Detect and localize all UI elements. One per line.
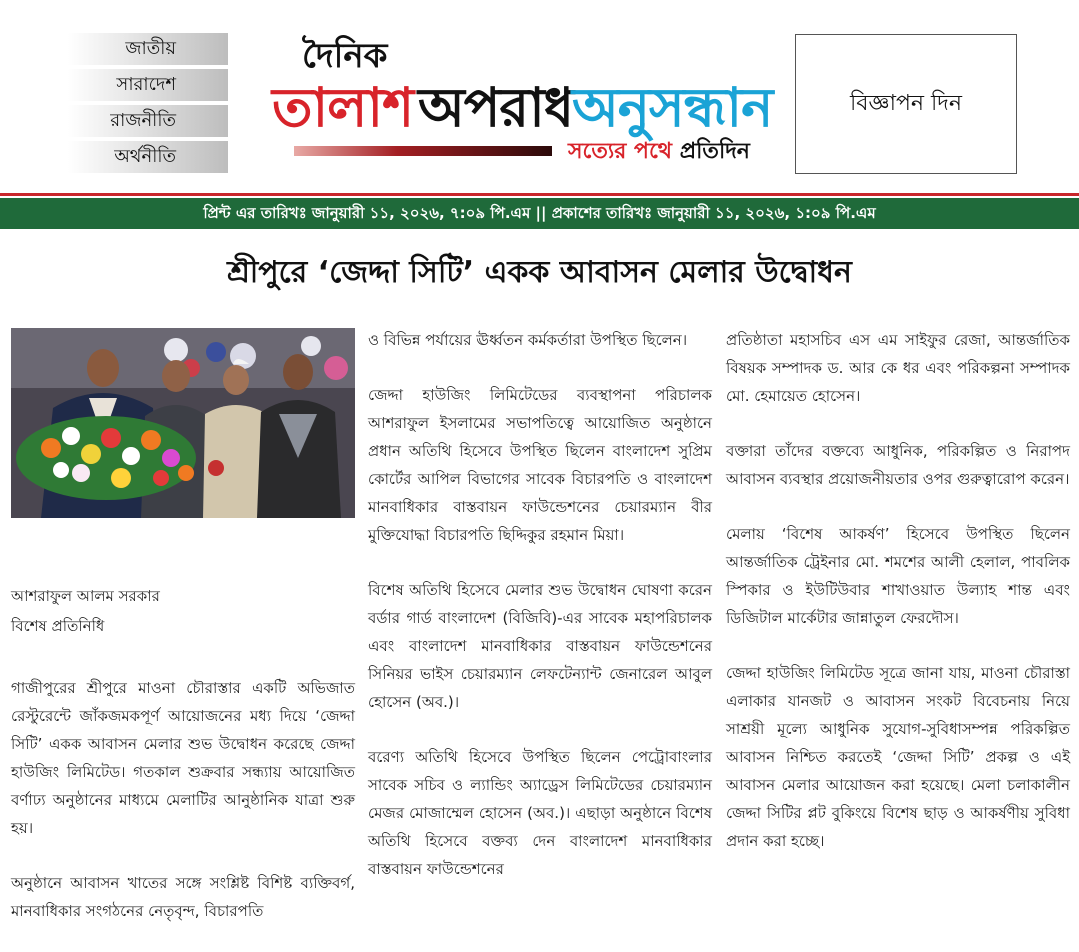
- article-paragraph: বক্তারা তাঁদের বক্তব্যে আধুনিক, পরিকল্পিত ও নিরাপদ আবাসন ব্যবস্থার প্রয়োজনীয়তার ওপর গুরুত্বারোপ করেন।: [726, 442, 1070, 488]
- article-paragraph: বিশেষ অতিথি হিসেবে মেলার শুভ উদ্বোধন ঘোষণা করেন বর্ডার গার্ড বাংলাদেশ (বিজিবি)-এর সাবেক মহাপরিচালক এবং বাংলাদেশ মানবাধিকার বাস্তবায়ন ফাউন্ডেশনের সিনিয়র ভাইস চেয়ারম্যান লেফটেন্যান্ট জেনারেল আবুল হোসেন (অব.)।: [368, 581, 712, 711]
- header-divider: [0, 193, 1079, 196]
- article-paragraph: জেদ্দা হাউজিং লিমিটেড সূত্রে জানা যায়, মাওনা চৌরাস্তা এলাকার যানজট ও আবাসন সংকট বিবেচনায় নিয়ে সাশ্রয়ী মূল্যে আধুনিক সুযোগ-সুবিধাসম্পন্ন পরিকল্পিত আবাসন নিশ্চিত করতেই ‘জেদ্দা সিটি’ প্রকল্প ও এই আবাসন মেলার আয়োজন করা হয়েছে। মেলা চলাকালীন জেদ্দা সিটির প্লট বুকিংয়ে বিশেষ ছাড় ও আকর্ষণীয় সুবিধা প্রদান করা হচ্ছে।: [726, 664, 1070, 850]
- article-paragraph: বরেণ্য অতিথি হিসেবে উপস্থিত ছিলেন পেট্রোবাংলার সাবেক সচিব ও ল্যান্ডিং অ্যাড্রেস লিমিটেডের চেয়ারম্যান মেজর মোজাম্মেল হোসেন (অব.)। এছাড়া অনুষ্ঠানে বিশেষ অতিথি হিসেবে বক্তব্য দেন বাংলাদেশ মানবাধিকার বাস্তবায়ন ফাউন্ডেশনের: [368, 748, 712, 878]
- menu-item-national[interactable]: জাতীয়: [68, 33, 228, 65]
- masthead-daily: দৈনিক: [302, 36, 388, 76]
- advertise-box[interactable]: [795, 34, 1017, 174]
- masthead-word-oporadh: অপরাধ: [418, 76, 574, 139]
- event-photo-illustration: [11, 328, 355, 518]
- menu-item-economy[interactable]: অর্থনীতি: [68, 141, 228, 173]
- article-paragraph: প্রতিষ্ঠাতা মহাসচিব এস এম সাইফুর রেজা, আন্তর্জাতিক বিষয়ক সম্পাদক ড. আর কে ধর এবং পরিকল্পনা সম্পাদক মো. হেমায়েত হোসেন।: [726, 331, 1070, 405]
- article-byline-role: বিশেষ প্রতিনিধি: [11, 617, 105, 635]
- masthead-gradient-bar: [294, 146, 552, 156]
- article-byline: আশরাফুল আলম সরকার: [11, 587, 160, 605]
- masthead-slogan: [568, 134, 750, 171]
- article-column-2: [368, 326, 712, 910]
- category-menu: [68, 33, 228, 177]
- date-strip: প্রিন্ট এর তারিখঃ জানুয়ারী ১১, ২০২৬, ৭:০৯ পি.এম || প্রকাশের তারিখঃ জানুয়ারী ১১, ২০২৬, ১:০৯ পি.এম: [0, 198, 1079, 229]
- article-paragraph: জেদ্দা হাউজিং লিমিটেডের ব্যবস্থাপনা পরিচালক আশরাফুল ইসলামের সভাপতিত্বে আয়োজিত অনুষ্ঠানে প্রধান অতিথি হিসেবে উপস্থিত ছিলেন বাংলাদেশ সুপ্রিম কোর্টের আপিল বিভাগের সাবেক বিচারপতি ও বাংলাদেশ মানবাধিকার বাস্তবায়ন ফাউন্ডেশনের চেয়ারম্যান বীর মুক্তিযোদ্ধা বিচারপতি ছিদ্দিকুর রহমান মিয়া।: [368, 386, 712, 544]
- menu-item-countrywide[interactable]: সারাদেশ: [68, 69, 228, 101]
- advertise-label: বিজ্ঞাপন দিন: [849, 90, 962, 116]
- article-paragraph: মেলায় ‘বিশেষ আকর্ষণ’ হিসেবে উপস্থিত ছিলেন আন্তর্জাতিক ট্রেইনার মো. শমশের আলী হেলাল, পাবলিক স্পিকার ও ইউটিউবার শাখাওয়াত উল্যাহ শান্ত এবং ডিজিটাল মার্কেটার জান্নাতুল ফেরদৌস।: [726, 525, 1070, 627]
- article-column-1: [11, 582, 355, 952]
- slogan-part-2: প্রতিদিন: [679, 139, 750, 164]
- article-column-3: [726, 326, 1070, 882]
- masthead-word-onusondhan: অনুসন্ধান: [572, 76, 773, 139]
- article-paragraph: গাজীপুরের শ্রীপুরে মাওনা চৌরাস্তার একটি অভিজাত রেস্টুরেন্টে জাঁকজমকপূর্ণ আয়োজনের মধ্য দিয়ে ‘জেদ্দা সিটি’ একক আবাসন মেলার শুভ উদ্বোধন করেছে জেদ্দা হাউজিং লিমিটেড। গতকাল শুক্রবার সন্ধ্যায় আয়োজিত বর্ণাঢ্য অনুষ্ঠানের মাধ্যমে মেলাটির আনুষ্ঠানিক যাত্রা শুরু হয়।: [11, 679, 355, 837]
- masthead-word-talash: তালাশ: [272, 76, 414, 139]
- menu-item-politics[interactable]: রাজনীতি: [68, 105, 228, 137]
- article-paragraph: অনুষ্ঠানে আবাসন খাতের সঙ্গে সংশ্লিষ্ট বিশিষ্ট ব্যক্তিবর্গ, মানবাধিকার সংগঠনের নেতৃবৃন্দ, বিচারপতি: [11, 874, 355, 920]
- article-headline: শ্রীপুরে ‘জেদ্দা সিটি’ একক আবাসন মেলার উদ্বোধন: [227, 255, 852, 290]
- article-paragraph: ও বিভিন্ন পর্যায়ের ঊর্ধ্বতন কর্মকর্তারা উপস্থিত ছিলেন।: [368, 331, 688, 349]
- article-photo: [11, 328, 355, 518]
- newspaper-masthead-logo[interactable]: [270, 30, 773, 170]
- slogan-part-1: সত্যের পথে: [568, 139, 673, 164]
